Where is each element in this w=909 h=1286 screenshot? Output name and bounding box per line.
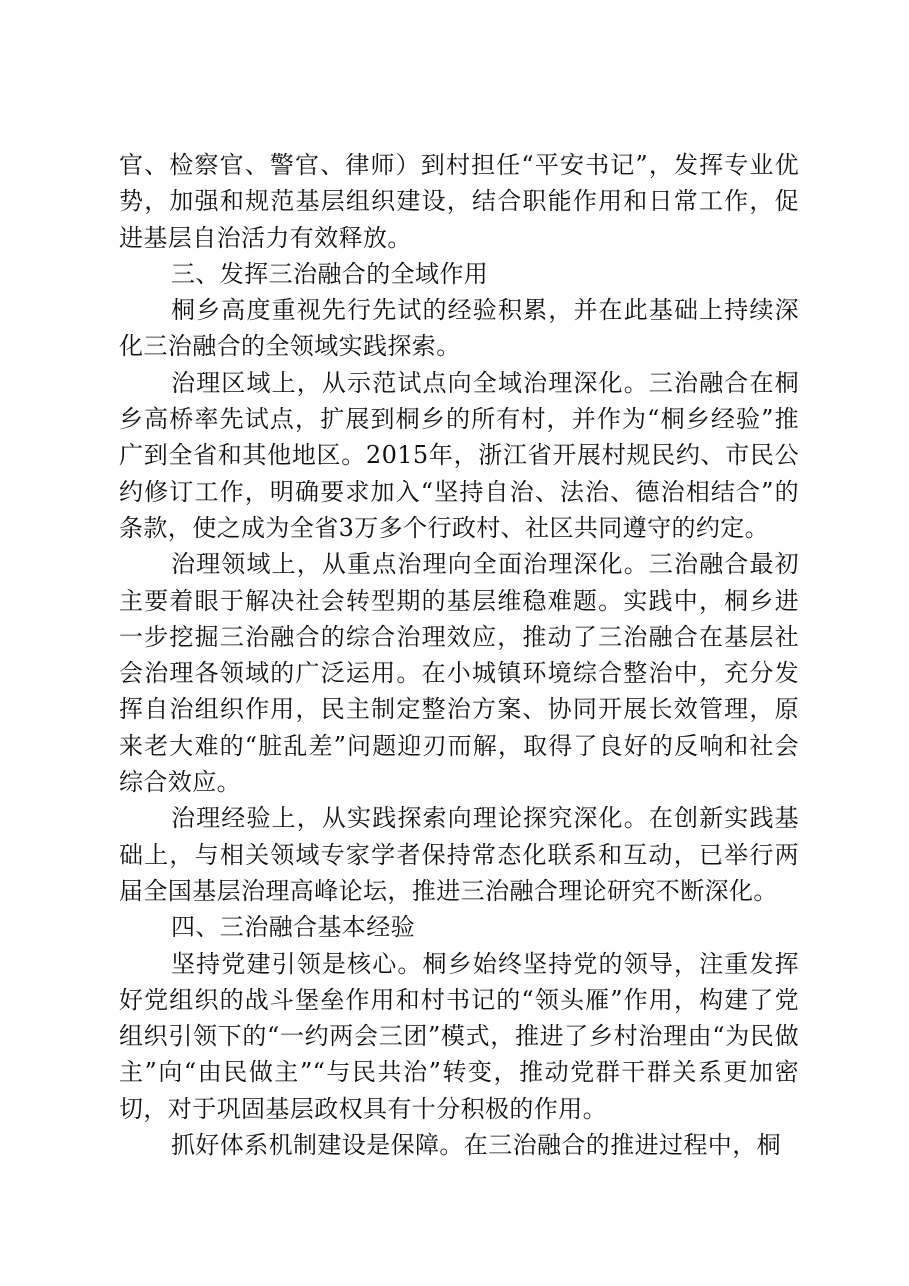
section-heading-4: 四、三治融合基本经验 xyxy=(171,913,415,942)
paragraph-continuation: 官、检察官、警官、律师）到村担任“平安书记”，发挥专业优势，加强和规范基层组织建设，结合职能作用和日常工作，促进基层自治活力有效释放。 xyxy=(119,151,799,252)
paragraph: 抓好体系机制建设是保障。在三治融合的推进过程中，桐 xyxy=(171,1131,781,1160)
paragraph: 治理领域上，从重点治理向全面治理深化。三治融合最初主要着眼于解决社会转型期的基层维稳难题。实践中，桐乡进一步挖掘三治融合的综合治理效应，推动了三治融合在基层社会治理各领域的广泛运用。在小城镇环境综合整治中，充分发挥自治组织作用，民主制定整治方案、协同开展长效管理，原来老大难的“脏乱差”问题迎刃而解，取得了良好的反响和社会综合效应。 xyxy=(119,550,799,797)
paragraph: 桐乡高度重视先行先试的经验积累，并在此基础上持续深化三治融合的全领域实践探索。 xyxy=(119,296,799,361)
paragraph: 治理经验上，从实践探索向理论探究深化。在创新实践基础上，与相关领域专家学者保持常态化联系和互动，已举行两届全国基层治理高峰论坛，推进三治融合理论研究不断深化。 xyxy=(119,804,799,905)
section-heading-3: 三、发挥三治融合的全域作用 xyxy=(171,259,489,288)
paragraph: 治理区域上，从示范试点向全域治理深化。三治融合在桐乡高桥率先试点，扩展到桐乡的所有村，并作为“桐乡经验”推广到全省和其他地区。2015年，浙江省开展村规民约、市民公约修订工作，明确要求加入“坚持自治、法治、德治相结合”的条款，使之成为全省3万多个行政村、社区共同遵守的约定。 xyxy=(119,368,799,542)
document-body xyxy=(119,147,799,1163)
paragraph: 坚持党建引领是核心。桐乡始终坚持党的领导，注重发挥好党组织的战斗堡垒作用和村书记的“领头雁”作用，构建了党组织引领下的“一约两会三团”模式，推进了乡村治理由“为民做主”向“由民做主”“与民共治”转变，推动党群干群关系更加密切，对于巩固基层政权具有十分积极的作用。 xyxy=(119,949,799,1123)
